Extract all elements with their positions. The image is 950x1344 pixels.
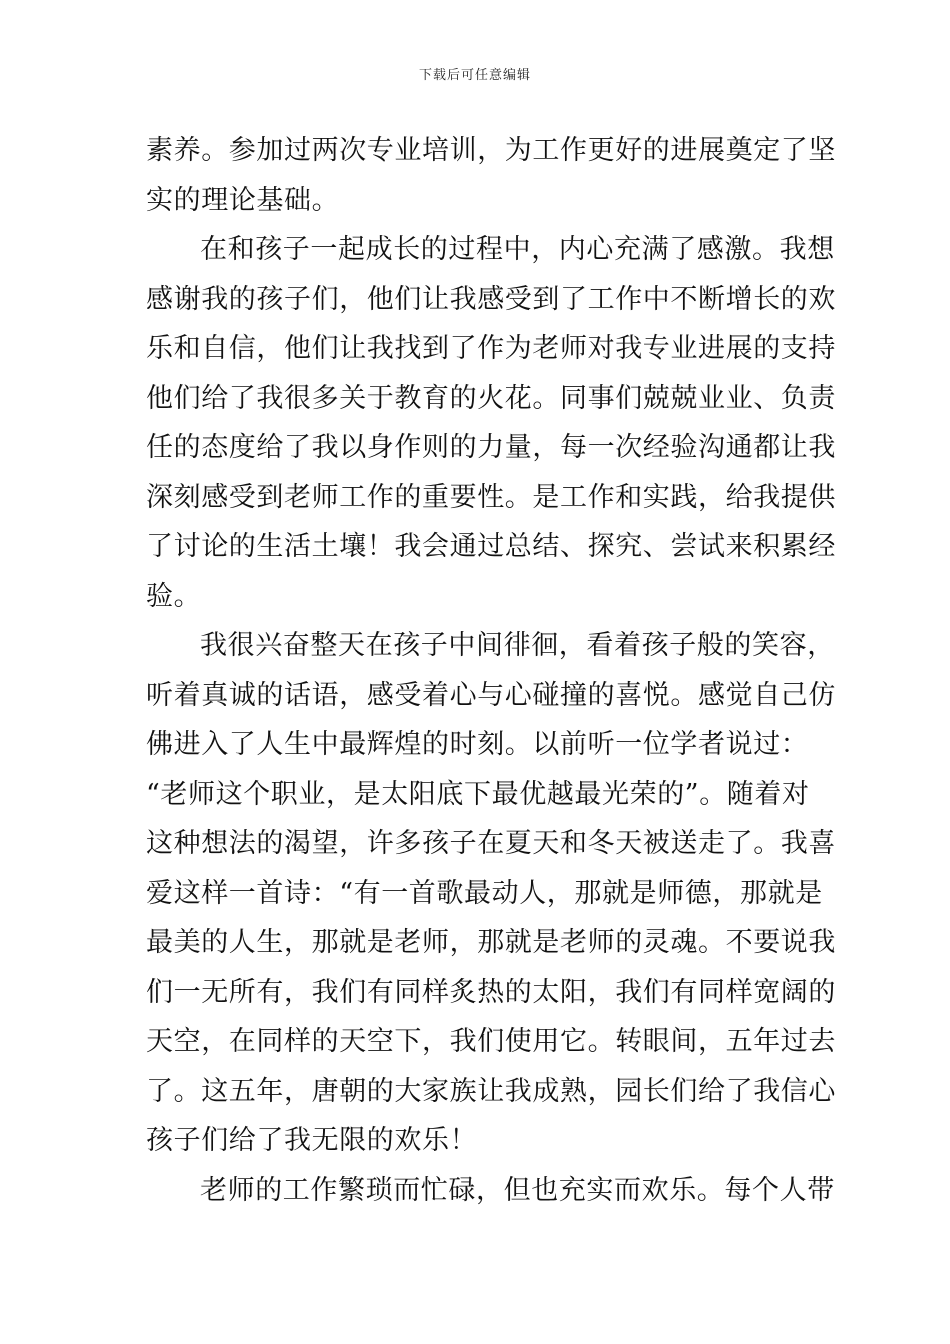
text-line: 感谢我的孩子们，他们让我感受到了工作中不断增长的欢 [146,283,836,315]
text-line: 爱这样一首诗：“有一首歌最动人，那就是师德，那就是 [146,877,823,909]
text-line: “老师这个职业，是太阳底下最优越最光荣的”。随着对 [146,778,810,810]
page-header: 下载后可任意编辑 [418,68,531,83]
body-text [146,126,836,1215]
text-line: 了讨论的生活土壤！我会通过总结、探究、尝试来积累经 [146,531,836,562]
paragraph-4 [146,1166,835,1216]
text-line: 任的态度给了我以身作则的力量，每一次经验沟通都让我 [146,432,836,463]
text-line: 验。 [146,580,202,612]
text-line: 实的理论基础。 [146,184,340,216]
text-line: 素养。参加过两次专业培训，为工作更好的进展奠定了坚 [146,135,836,166]
text-line: 乐和自信，他们让我找到了作为老师对我专业进展的支持 [146,333,836,364]
text-line: 最美的人生，那就是老师，那就是老师的灵魂。不要说我 [146,927,836,958]
text-line: 了。这五年，唐朝的大家族让我成熟，园长们给了我信心 [146,1075,836,1107]
text-line: 这种想法的渴望，许多孩子在夏天和冬天被送走了。我喜 [146,828,836,859]
paragraph-3 [146,621,836,1166]
text-line: 深刻感受到老师工作的重要性。是工作和实践，给我提供 [146,481,836,513]
text-line: 天空，在同样的天空下，我们使用它。转眼间，五年过去 [146,1026,836,1057]
text-line: 听着真诚的话语，感受着心与心碰撞的喜悦。感觉自己仿 [146,679,836,711]
text-line: 孩子们给了我无限的欢乐！ [146,1125,478,1156]
text-line: 们一无所有，我们有同样炙热的太阳，我们有同样宽阔的 [146,976,836,1008]
text-line: 他们给了我很多关于教育的火花。同事们兢兢业业、负责 [146,382,836,414]
text-line: 在和孩子一起成长的过程中，内心充满了感激。我想 [200,234,835,265]
text-line: 我很兴奋整天在孩子中间徘徊，看着孩子般的笑容， [200,630,835,661]
text-line: 佛进入了人生中最辉煌的时刻。以前听一位学者说过： [146,729,809,760]
text-line: 老师的工作繁琐而忙碌，但也充实而欢乐。每个人带 [200,1174,835,1206]
paragraph-2 [146,225,836,621]
paragraph-1 [146,126,836,225]
